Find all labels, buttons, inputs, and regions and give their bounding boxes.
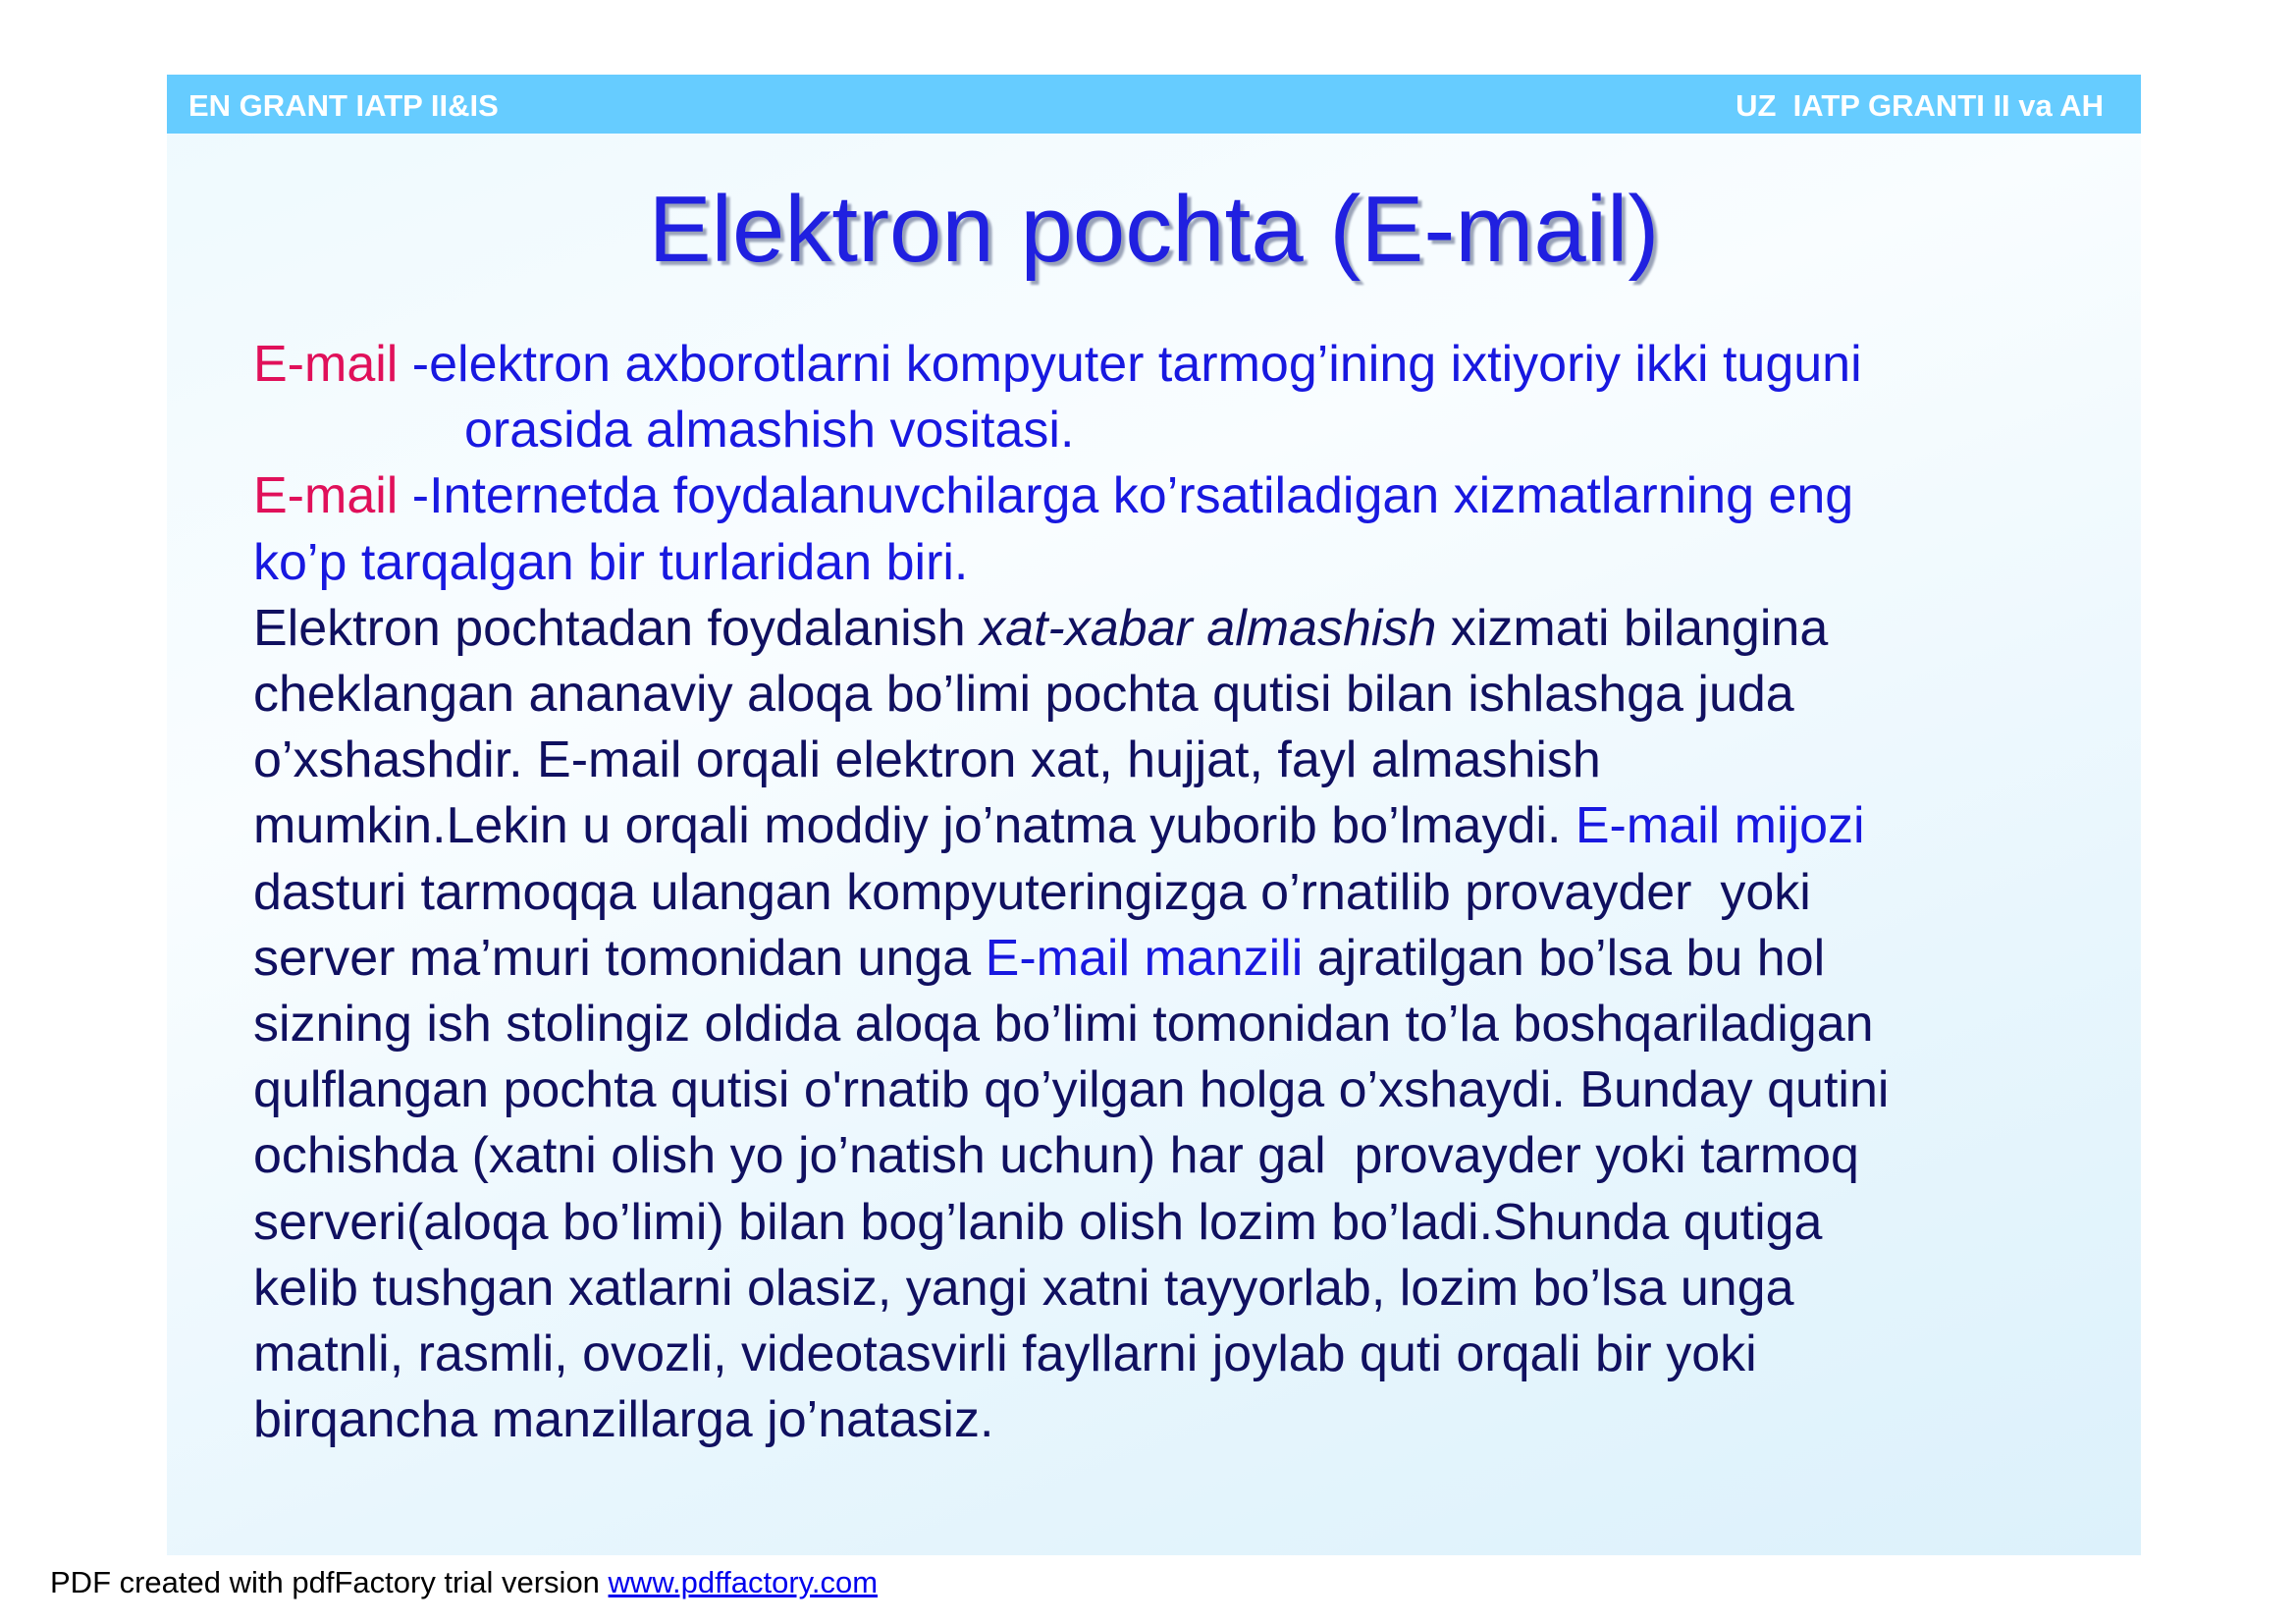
text-span: server ma’muri tomonidan unga	[253, 929, 986, 987]
paragraph-3-line-1	[253, 596, 2118, 662]
email-term: E-mail	[253, 336, 399, 393]
email-client-term: E-mail mijozi	[1575, 797, 1865, 855]
paragraph-3-line-5: dasturi tarmoqqa ulangan kompyuteringizga o’rnatilib provayder yoki	[253, 863, 1811, 921]
header-left-text: EN GRANT IATP II&IS	[188, 88, 499, 123]
paragraph-3-line-10: serveri(aloqa bo’limi) bilan bog’lanib olish lozim bo’ladi.Shunda qutiga	[253, 1193, 1823, 1251]
paragraph-3-line-3: o’xshashdir. E-mail orqali elektron xat, hujjat, fayl almashish	[253, 731, 1601, 789]
text-span: ajratilgan bo’lsa bu hol	[1303, 929, 1826, 987]
italic-phrase: xat-xabar almashish	[980, 599, 1437, 657]
paragraph-3-line-2: cheklangan ananaviy aloqa bo’limi pochta qutisi bilan ishlashga juda	[253, 666, 1794, 724]
paragraph-3-line-4	[253, 793, 2118, 859]
header-right-text: UZ IATP GRANTI II va AH	[1735, 88, 2104, 123]
text-span: mumkin.Lekin u orqali moddiy jo’natma yuborib bo’lmaydi.	[253, 797, 1575, 855]
paragraph-2-line-1	[253, 463, 2118, 529]
pdffactory-link[interactable]: www.pdffactory.com	[608, 1565, 879, 1599]
header-bar	[167, 75, 2141, 134]
paragraph-3-line-13: birqancha manzillarga jo’natasiz.	[253, 1391, 994, 1449]
slide-title: Elektron pochta (E-mail)	[648, 177, 1660, 282]
email-address-term: E-mail manzili	[985, 929, 1304, 987]
paragraph-2-line-2: ko’p tarqalgan bir turlaridan biri.	[253, 533, 969, 591]
paragraph-3-line-11: kelib tushgan xatlarni olasiz, yangi xatni tayyorlab, lozim bo’lsa unga	[253, 1259, 1794, 1317]
paragraph-3-line-7: sizning ish stolingiz oldida aloqa bo’limi tomonidan to’la boshqariladigan	[253, 996, 1874, 1054]
pdf-footer	[50, 1565, 878, 1600]
paragraph-1-line-2: orasida almashish vositasi.	[464, 402, 1075, 460]
paragraph-1-line-1	[253, 332, 2118, 398]
paragraph-3-line-12: matnli, rasmli, ovozli, videotasvirli fayllarni joylab quti orqali bir yoki	[253, 1325, 1757, 1383]
paragraph-3-line-6	[253, 926, 2118, 992]
email-term: E-mail	[253, 467, 399, 525]
paragraph-3-line-8: qulflangan pochta qutisi o'rnatib qo’yilgan holga o’xshaydi. Bunday qutini	[253, 1061, 1890, 1119]
slide	[167, 75, 2141, 1555]
text-span: xizmati bilangina	[1436, 599, 1829, 657]
slide-body	[253, 332, 2118, 1453]
definition-text: -Internetda foydalanuvchilarga ko’rsatiladigan xizmatlarning eng	[398, 467, 1854, 525]
paragraph-3-line-9: ochishda (xatni olish yo jo’natish uchun) har gal provayder yoki tarmoq	[253, 1127, 1859, 1185]
footer-text: PDF created with pdfFactory trial version	[50, 1565, 609, 1599]
text-span: Elektron pochtadan foydalanish	[253, 599, 981, 657]
definition-text: -elektron axborotlarni kompyuter tarmog’ining ixtiyoriy ikki tuguni	[398, 336, 1862, 393]
